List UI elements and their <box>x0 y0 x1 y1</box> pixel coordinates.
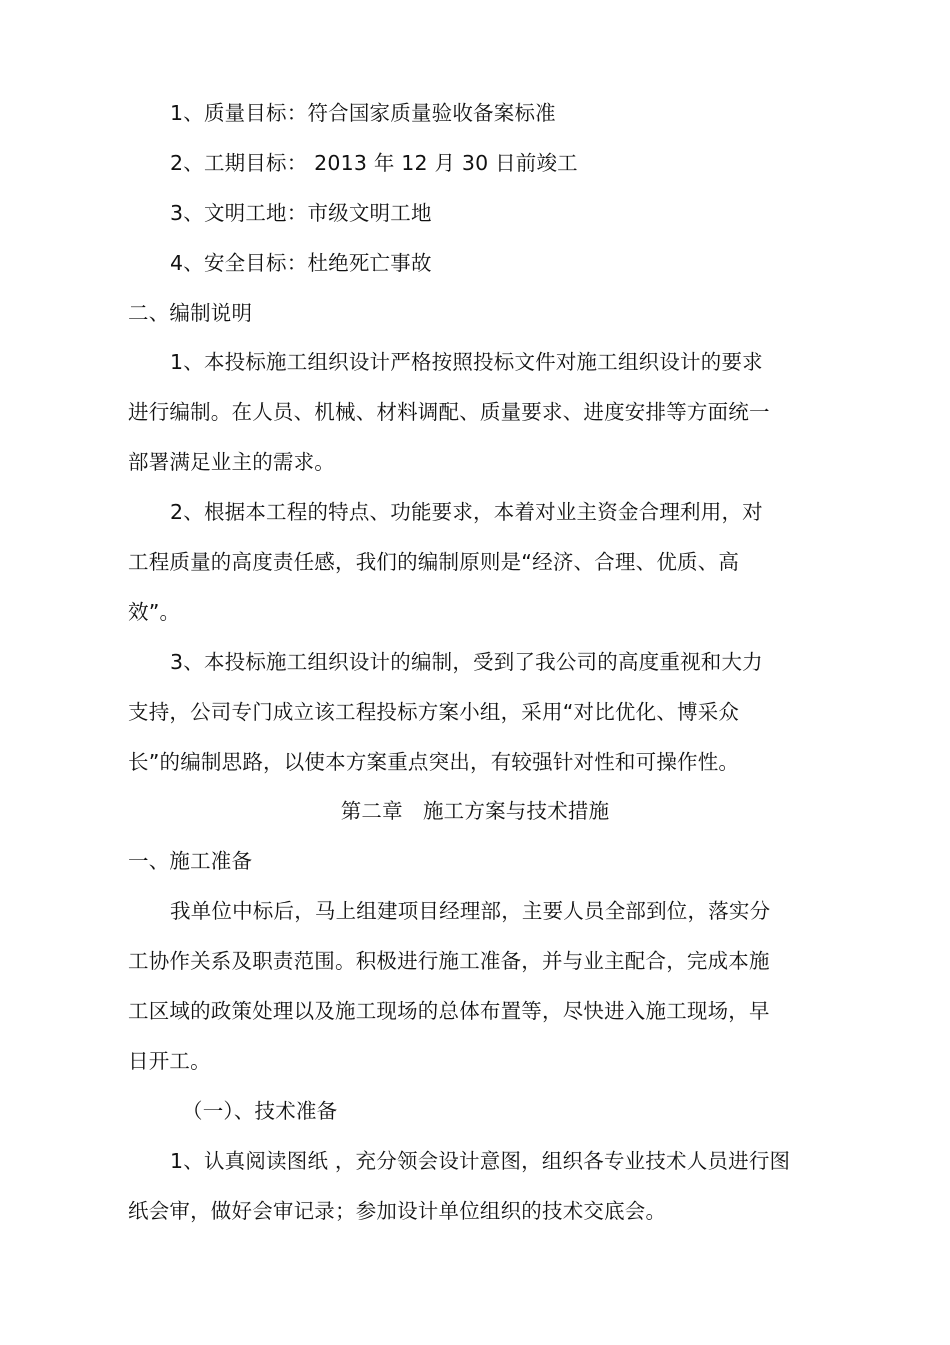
paragraph-line: 1、本投标施工组织设计严格按照投标文件对施工组织设计的要求 <box>170 350 763 374</box>
paragraph-line: 1、认真阅读图纸 ，充分领会设计意图，组织各专业技术人员进行图 <box>170 1149 791 1173</box>
schedule-goal-line: 2、工期目标： 2013 年 12 月 30 日前竣工 <box>170 151 578 175</box>
section-heading-preparation: 一、施工准备 <box>128 849 253 873</box>
paragraph-line: 部署满足业主的需求。 <box>128 450 335 474</box>
paragraph-line: 2、根据本工程的特点、功能要求，本着对业主资金合理利用，对 <box>170 500 763 524</box>
chapter-title: 第二章 施工方案与技术措施 <box>340 799 610 823</box>
civilized-site-line: 3、文明工地：市级文明工地 <box>170 201 432 225</box>
paragraph-line: 工协作关系及职责范围。积极进行施工准备，并与业主配合，完成本施 <box>128 949 770 973</box>
paragraph-line: 效”。 <box>128 600 181 624</box>
paragraph-line: 纸会审，做好会审记录；参加设计单位组织的技术交底会。 <box>128 1199 667 1223</box>
section-heading-compilation: 二、编制说明 <box>128 301 253 325</box>
paragraph-line: 我单位中标后，马上组建项目经理部，主要人员全部到位，落实分 <box>170 899 771 923</box>
paragraph-line: 工程质量的高度责任感，我们的编制原则是“经济、合理、优质、高 <box>128 550 740 574</box>
quality-goal-line: 1、质量目标：符合国家质量验收备案标准 <box>170 101 556 125</box>
subsection-heading-technical: （一）、技术准备 <box>182 1099 338 1123</box>
paragraph-line: 工区域的政策处理以及施工现场的总体布置等，尽快进入施工现场，早 <box>128 999 770 1023</box>
paragraph-line: 支持，公司专门成立该工程投标方案小组，采用“对比优化、博采众 <box>128 700 740 724</box>
paragraph-line: 长”的编制思路，以使本方案重点突出，有较强针对性和可操作性。 <box>128 750 740 774</box>
safety-goal-line: 4、安全目标：杜绝死亡事故 <box>170 251 432 275</box>
paragraph-line: 进行编制。在人员、机械、材料调配、质量要求、进度安排等方面统一 <box>128 400 770 424</box>
paragraph-line: 3、本投标施工组织设计的编制，受到了我公司的高度重视和大力 <box>170 650 763 674</box>
paragraph-line: 日开工。 <box>128 1049 211 1073</box>
